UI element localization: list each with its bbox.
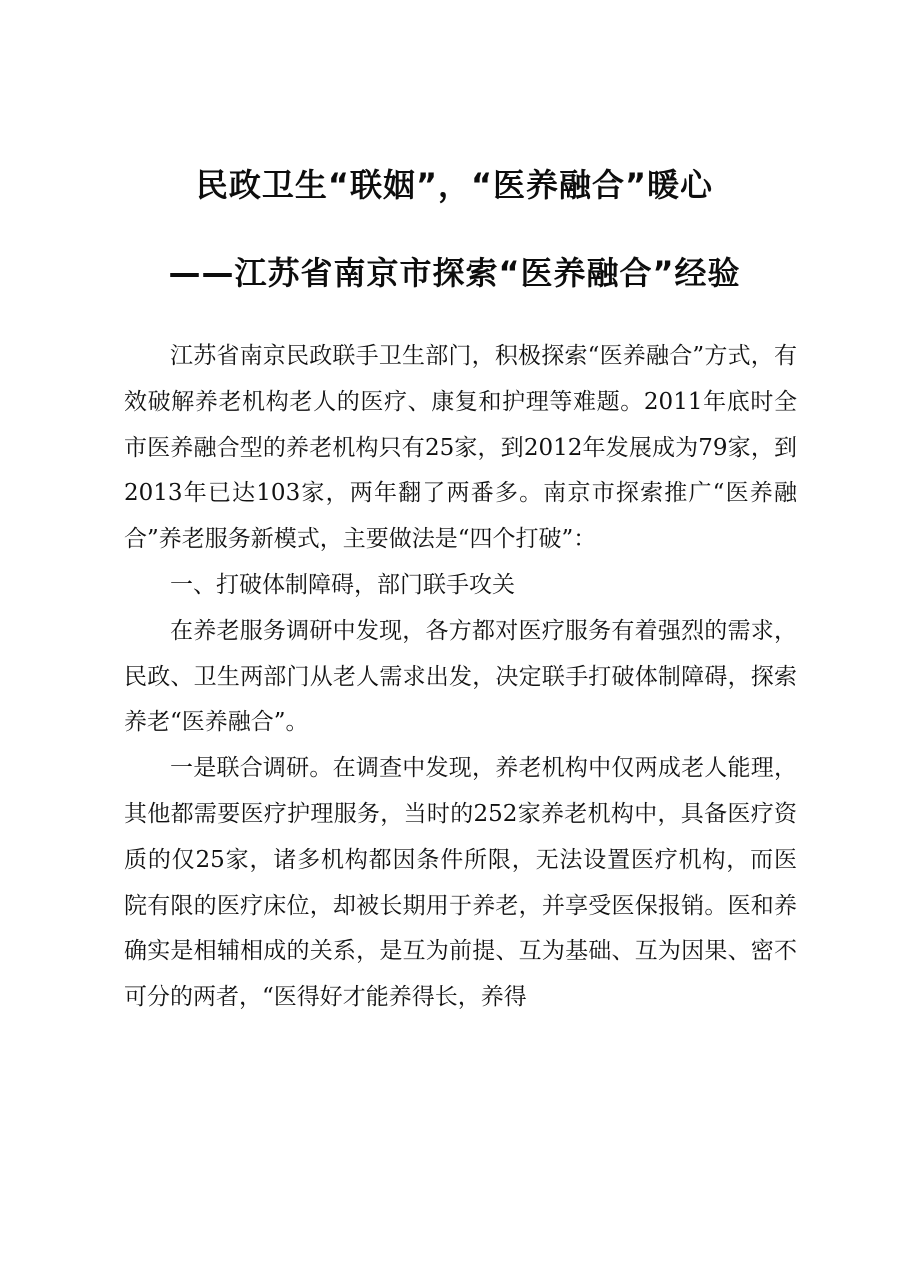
paragraph-joint-research: 一是联合调研。在调查中发现，养老机构中仅两成老人能理，其他都需要医疗护理服务，当时的252家养老机构中，具备医疗资质的仅25家，诸多机构都因条件所限，无法设置医疗机构，而医院有限的医疗床位，却被长期用于养老，并享受医保报销。医和养确实是相辅相成的关系，是互为前提、互为基础、互为因果、密不可分的两者，“医得好才能养得长，养得 bbox=[124, 755, 797, 1011]
page-title: 民政卫生“联姻”，“医养融合”暖心 bbox=[195, 166, 714, 204]
paragraph-section-1: 在养老服务调研中发现，各方都对医疗服务有着强烈的需求，民政、卫生两部门从老人需求出发，决定联手打破体制障碍，探索养老“医养融合”。 bbox=[124, 617, 797, 736]
paragraph-intro: 江苏省南京民政联手卫生部门，积极探索“医养融合”方式，有效破解养老机构老人的医疗、康复和护理等难题。2011年底时全市医养融合型的养老机构只有25家，到2012年发展成为79家，到2013年已达103家，两年翻了两番多。南京市探索推广“医养融合”养老服务新模式，主要做法是“四个打破”： bbox=[124, 343, 797, 553]
section-heading-1: 一、打破体制障碍，部门联手攻关 bbox=[170, 571, 515, 598]
document-body bbox=[124, 334, 797, 1021]
page-subtitle: ——江苏省南京市探索“医养融合”经验 bbox=[168, 254, 741, 292]
